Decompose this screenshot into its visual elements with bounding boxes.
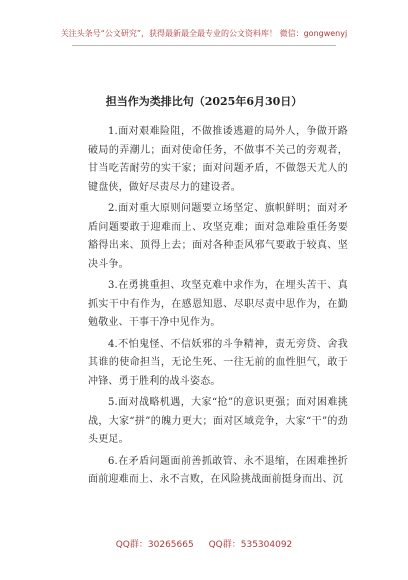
document-title: 担当作为类排比句（2025年6月30日）	[105, 95, 303, 108]
header-banner: 关注头条号“公文研究”，获得最新最全最专业的公文资料库！ 微信：gongwenyj	[60, 29, 348, 38]
paragraph-5: 5.面对战略机遇，大家“抢”的意识更强；面对困难挑战，大家“拼”的魄力更大；面对区域竞争，大家“干”的劲头更足。	[88, 397, 348, 445]
footer	[0, 537, 408, 550]
paragraph-1: 1.面对艰难险阻，不做推诿逃避的局外人，争做开路破局的弄潮儿；面对使命任务，不做事不关己的旁观者，甘当吃苦耐劳的实干家；面对问题矛盾，不做怨天尤人的键盘侠，做好尽责尽力的建设者。	[88, 126, 348, 193]
footer-qq-group-1: QQ群：30265665	[115, 540, 194, 550]
paragraph-3: 3.在勇挑重担、攻坚克难中求作为，在埋头苦干、真抓实干中有作为，在感恩知恩、尽职尽责中思作为，在勤勉敬业、干事干净中见作为。	[88, 280, 348, 328]
paragraph-6: 6.在矛盾问题面前善抓敢管、永不退缩，在困难挫折面前迎难而上、永不言败，在风险挑战面前挺身而出、沉	[88, 455, 348, 485]
document-body	[88, 123, 348, 493]
paragraph-2: 2.面对重大原则问题要立场坚定、旗帜鲜明；面对矛盾问题要敢于迎难而上、攻坚克难；面对急难险重任务要豁得出来、顶得上去；面对各种歪风邪气要敢于较真、坚决斗争。	[88, 203, 348, 270]
footer-qq-group-2: QQ群：535304092	[208, 540, 293, 550]
paragraph-4: 4.不怕鬼怪、不信妖邪的斗争精神，责无旁贷、舍我其谁的使命担当，无论生死、一往无前的血性胆气，敢于冲锋、勇于胜利的战斗姿态。	[88, 338, 348, 387]
header-divider	[72, 45, 336, 46]
